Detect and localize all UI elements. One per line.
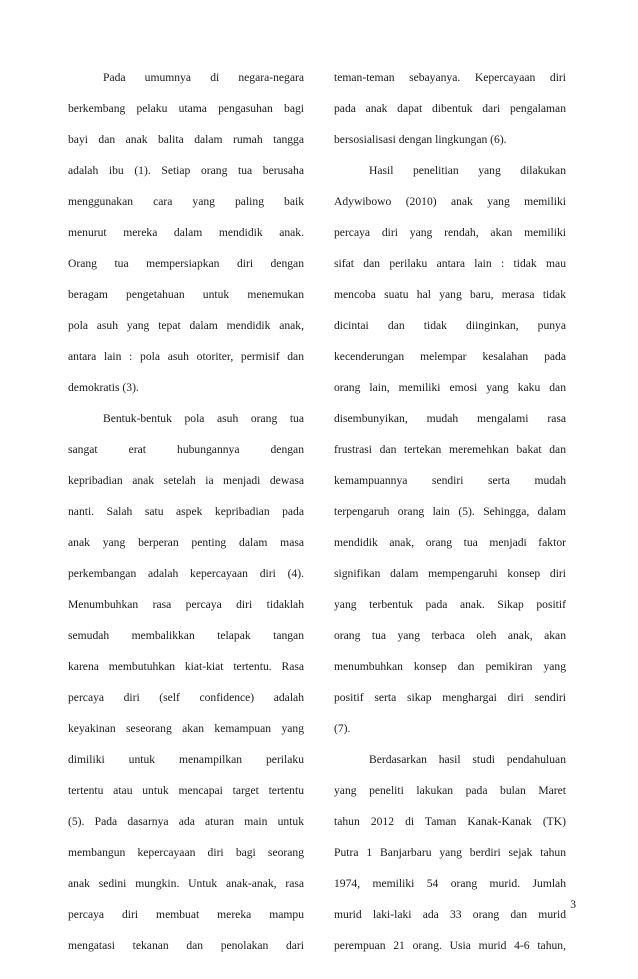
text-line: anak sedini mungkin. Untuk anak-anak, rasa xyxy=(68,877,304,890)
text-line: Bentuk-bentuk pola asuh orang tua xyxy=(103,412,304,425)
right-text-column xyxy=(334,62,566,961)
text-line: kepribadian anak setelah ia menjadi dewasa xyxy=(68,474,304,487)
text-line: menumbuhkan konsep dan pemikiran yang xyxy=(334,660,566,673)
text-line: percaya diri membuat mereka mampu xyxy=(68,908,304,921)
text-line: keyakinan seseorang akan kemampuan yang xyxy=(68,722,304,735)
text-line: teman-teman sebayanya. Kepercayaan diri xyxy=(334,71,566,84)
text-line: disembunyikan, mudah mengalami rasa xyxy=(334,412,566,425)
text-line: dicintai dan tidak diinginkan, punya xyxy=(334,319,566,332)
text-line: semudah membalikkan telapak tangan xyxy=(68,629,304,642)
text-line: perkembangan adalah kepercayaan diri (4). xyxy=(68,567,304,580)
text-line: beragam pengetahuan untuk menemukan xyxy=(68,288,304,301)
text-line: sifat dan perilaku antara lain : tidak mau xyxy=(334,257,566,270)
text-line: mendidik anak, orang tua menjadi faktor xyxy=(334,536,566,549)
text-line: tertentu atau untuk mencapai target tertentu xyxy=(68,784,304,797)
text-line: kemampuannya sendiri serta mudah xyxy=(334,474,566,487)
text-line: orang lain, memiliki emosi yang kaku dan xyxy=(334,381,566,394)
text-line: signifikan dalam mempengaruhi konsep diri xyxy=(334,567,566,580)
text-line: menggunakan cara yang paling baik xyxy=(68,195,304,208)
text-line: antara lain : pola asuh otoriter, permisif dan xyxy=(68,350,304,363)
text-line: mengatasi tekanan dan penolakan dari xyxy=(68,939,304,952)
text-line: perempuan 21 orang. Usia murid 4-6 tahun, xyxy=(334,939,566,952)
text-line: Orang tua mempersiapkan diri dengan xyxy=(68,257,304,270)
text-line: yang terbentuk pada anak. Sikap positif xyxy=(334,598,566,611)
text-line: (5). Pada dasarnya ada aturan main untuk xyxy=(68,815,304,828)
text-line: Menumbuhkan rasa percaya diri tidaklah xyxy=(68,598,304,611)
text-line: Putra 1 Banjarbaru yang berdiri sejak tahun xyxy=(334,846,566,859)
text-line: demokratis (3). xyxy=(68,381,139,394)
text-line: kecenderungan melempar kesalahan pada xyxy=(334,350,566,363)
text-line: karena membutuhkan kiat-kiat tertentu. Rasa xyxy=(68,660,304,673)
text-line: frustrasi dan tertekan meremehkan bakat dan xyxy=(334,443,566,456)
text-line: pada anak dapat dibentuk dari pengalaman xyxy=(334,102,566,115)
text-line: terpengaruh orang lain (5). Sehingga, dalam xyxy=(334,505,566,518)
text-line: orang tua yang terbaca oleh anak, akan xyxy=(334,629,566,642)
text-line: Berdasarkan hasil studi pendahuluan xyxy=(369,753,566,766)
text-line: berkembang pelaku utama pengasuhan bagi xyxy=(68,102,304,115)
text-line: 1974, memiliki 54 orang murid. Jumlah xyxy=(334,877,566,890)
text-line: tahun 2012 di Taman Kanak-Kanak (TK) xyxy=(334,815,566,828)
text-line: Adywibowo (2010) anak yang memiliki xyxy=(334,195,566,208)
text-line: bayi dan anak balita dalam rumah tangga xyxy=(68,133,304,146)
text-line: percaya diri (self confidence) adalah xyxy=(68,691,304,704)
text-line: dimiliki untuk menampilkan perilaku xyxy=(68,753,304,766)
text-line: percaya diri yang rendah, akan memiliki xyxy=(334,226,566,239)
text-line: anak yang berperan penting dalam masa xyxy=(68,536,304,549)
text-line: murid laki-laki ada 33 orang dan murid xyxy=(334,908,566,921)
text-line: bersosialisasi dengan lingkungan (6). xyxy=(334,133,507,146)
text-line: Pada umumnya di negara-negara xyxy=(103,71,304,84)
text-line: Hasil penelitian yang dilakukan xyxy=(369,164,566,177)
text-line: menurut mereka dalam mendidik anak. xyxy=(68,226,304,239)
text-line: (7). xyxy=(334,722,351,735)
page-number: 3 xyxy=(570,898,576,911)
text-line: yang peneliti lakukan pada bulan Maret xyxy=(334,784,566,797)
text-line: nanti. Salah satu aspek kepribadian pada xyxy=(68,505,304,518)
left-text-column xyxy=(68,62,304,961)
text-line: mencoba suatu hal yang baru, merasa tidak xyxy=(334,288,566,301)
text-line: positif serta sikap menghargai diri sendiri xyxy=(334,691,566,704)
text-line: adalah ibu (1). Setiap orang tua berusaha xyxy=(68,164,304,177)
text-line: membangun kepercayaan diri bagi seorang xyxy=(68,846,304,859)
text-line: pola asuh yang tepat dalam mendidik anak, xyxy=(68,319,304,332)
text-line: sangat erat hubungannya dengan xyxy=(68,443,304,456)
